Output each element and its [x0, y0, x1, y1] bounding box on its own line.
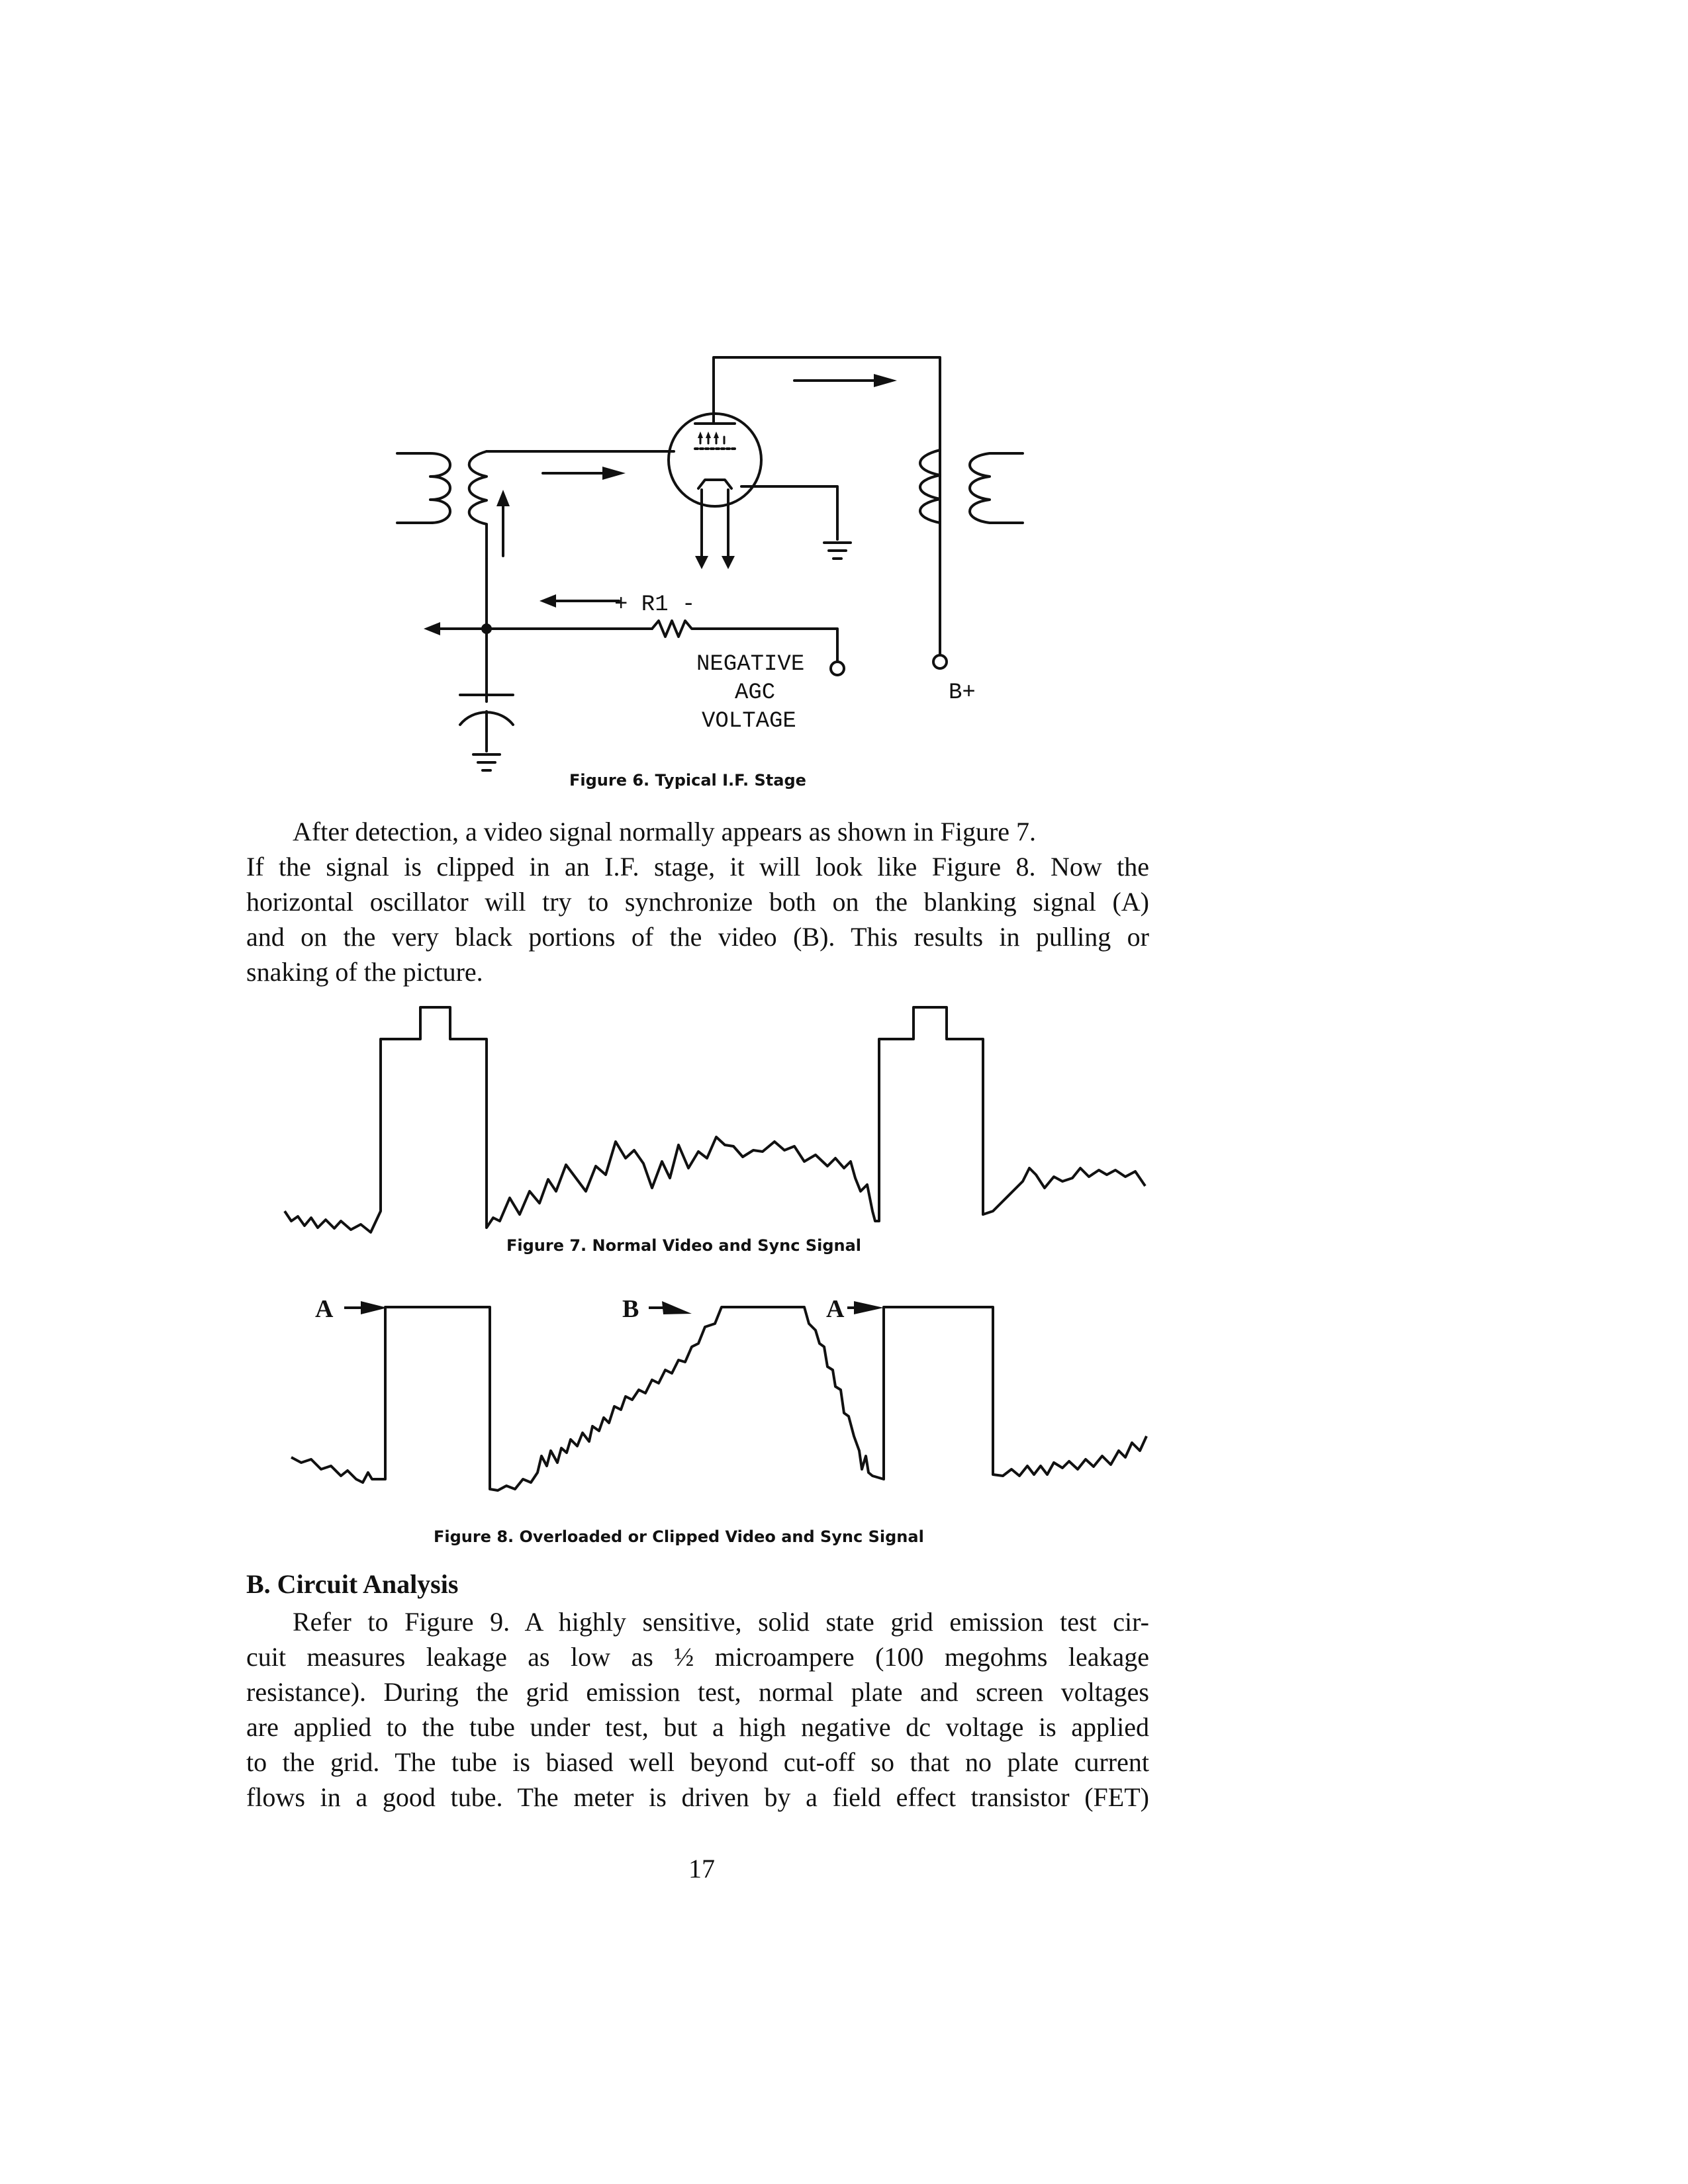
- figure-8-caption: Figure 8. Overloaded or Clipped Video and Sync Signal: [434, 1527, 924, 1546]
- section-heading: B. Circuit Analysis: [246, 1569, 459, 1599]
- paragraph-line: to the grid. The tube is biased well beyond cut-off so that no plate current: [246, 1747, 1149, 1777]
- paragraph-line: If the signal is clipped in an I.F. stage, it will look like Figure 8. Now the: [246, 852, 1149, 882]
- paragraph-line: and on the very black portions of the video (B). This results in pulling or: [246, 922, 1149, 952]
- paragraph-line: After detection, a video signal normally appears as shown in Figure 7.: [293, 817, 1037, 846]
- label-a-right: A: [826, 1295, 845, 1323]
- paragraph-line: Refer to Figure 9. A highly sensitive, solid state grid emission test cir-: [293, 1607, 1149, 1637]
- paragraph-detection: [246, 814, 1149, 989]
- paragraph-line: flows in a good tube. The meter is driven by a field effect transistor (FET): [246, 1782, 1149, 1812]
- paragraph-line: cuit measures leakage as low as ½ microampere (100 megohms leakage: [246, 1642, 1149, 1672]
- bplus-label: B+: [949, 680, 976, 705]
- label-b: B: [622, 1295, 639, 1323]
- r1-label: + R1 -: [614, 592, 696, 617]
- agc-label: AGC: [735, 680, 776, 705]
- figure-7-waveform: [0, 993, 1688, 1271]
- page-number: 17: [688, 1854, 715, 1884]
- negative-label: NEGATIVE: [696, 652, 805, 677]
- paragraph-line: snaking of the picture.: [246, 957, 483, 987]
- label-a-left: A: [315, 1295, 334, 1323]
- figure-6-circuit-diagram: [0, 0, 1688, 794]
- paragraph-line: resistance). During the grid emission test, normal plate and screen voltages: [246, 1677, 1149, 1707]
- paragraph-line: horizontal oscillator will try to synchronize both on the blanking signal (A): [246, 887, 1149, 917]
- figure-6-caption: Figure 6. Typical I.F. Stage: [569, 771, 806, 790]
- paragraph-line: are applied to the tube under test, but a high negative dc voltage is applied: [246, 1712, 1149, 1742]
- voltage-label: VOLTAGE: [702, 709, 796, 734]
- figure-7-caption: Figure 7. Normal Video and Sync Signal: [506, 1236, 862, 1255]
- figure-8-waveform: [0, 1277, 1688, 1542]
- paragraph-circuit-analysis: [246, 1604, 1149, 1815]
